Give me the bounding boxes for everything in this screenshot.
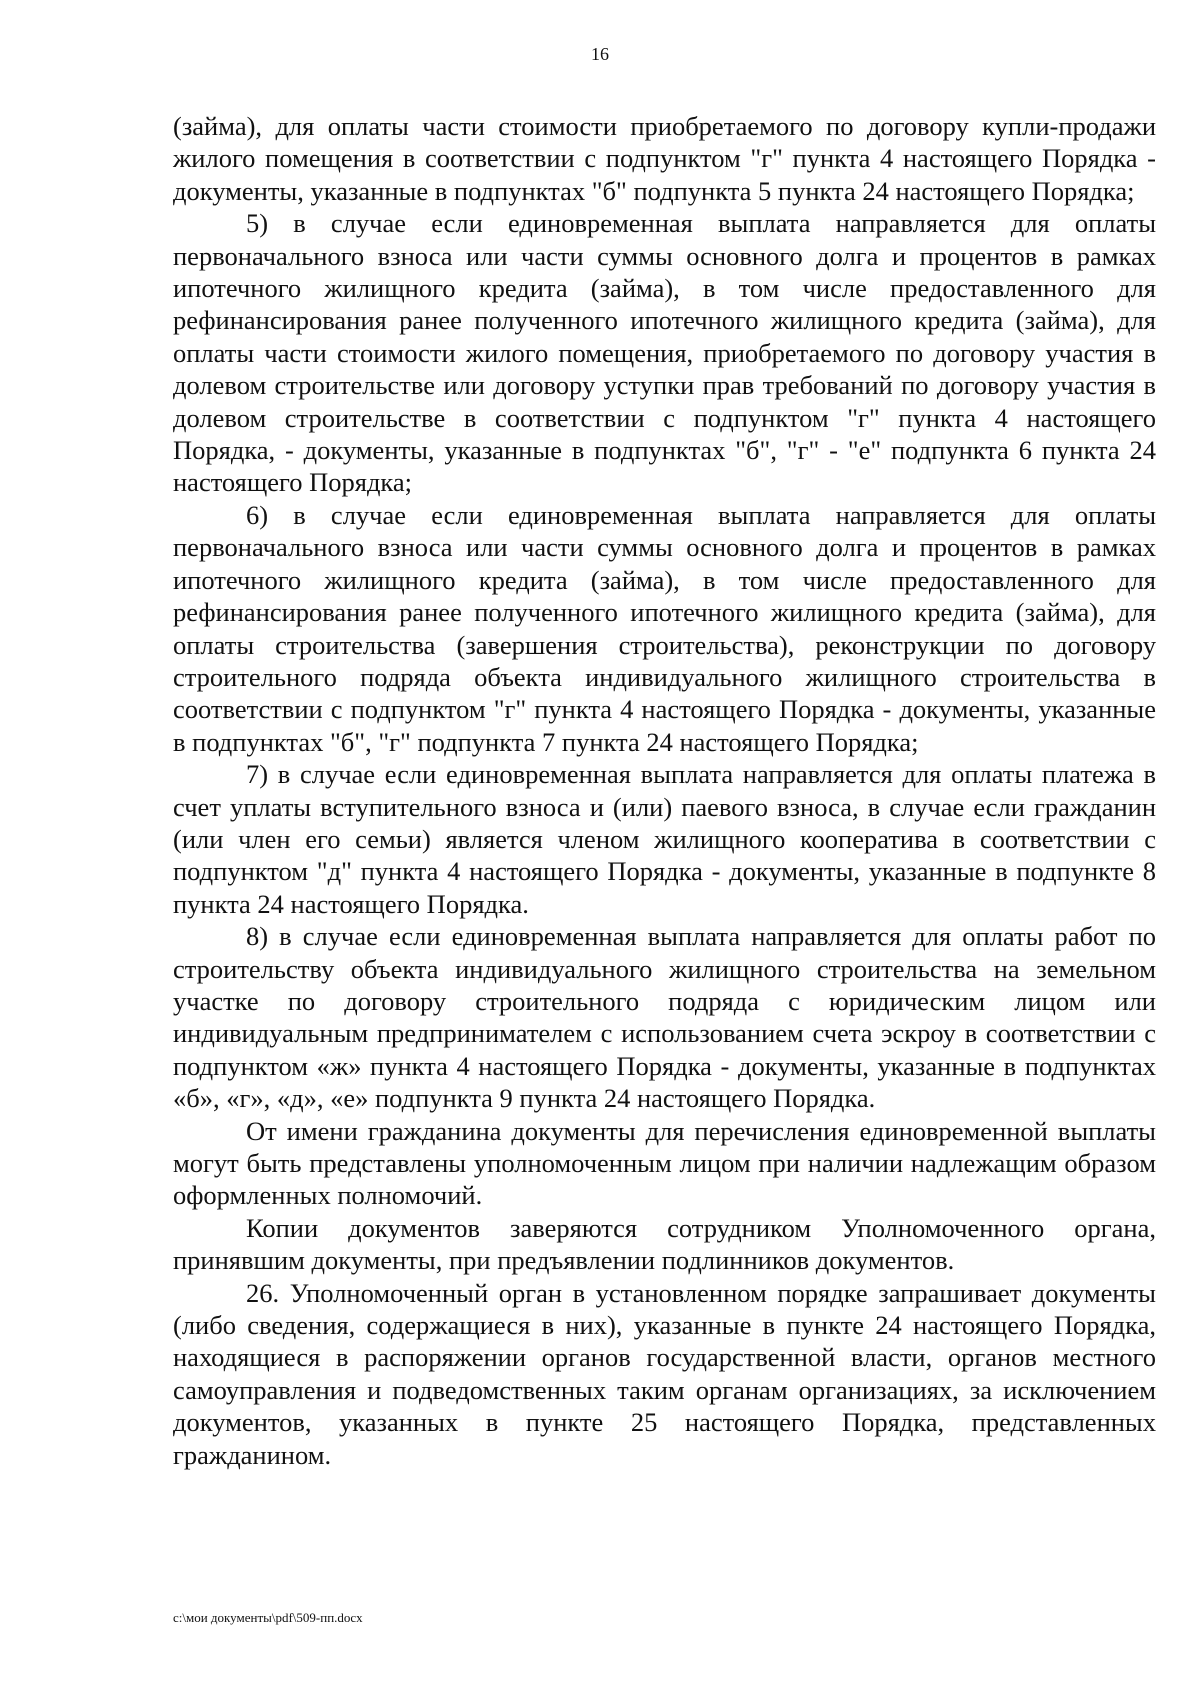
paragraph-item-26: 26. Уполномоченный орган в установленном порядке запрашивает документы (либо сведения, содержащиеся в них), указанные в пункте 24 настоящего Порядка, находящиеся в распоряжении органов государственной власти, органов местного самоуправления и подведомственных таким органам организациях, за исключением документов, указанных в пункте 25 настоящего Порядка, представленных гражданином. [173, 1277, 1156, 1470]
page-number: 16 [591, 44, 609, 64]
paragraph-item-7: 7) в случае если единовременная выплата направляется для оплаты платежа в счет уплаты вступительного взноса и (или) паевого взноса, в случае если гражданин (или член его семьи) является членом жилищного кооператива в соответствии с подпунктом "д" пункта 4 настоящего Порядка - документы, указанные в подпункте 8 пункта 24 настоящего Порядка. [173, 759, 1156, 919]
paragraph-item-5: 5) в случае если единовременная выплата направляется для оплаты первоначального взноса или части суммы основного долга и процентов в рамках ипотечного жилищного кредита (займа), в том числе предоставленного для рефинансирования ранее полученного ипотечного жилищного кредита (займа), для оплаты части стоимости жилого помещения, приобретаемого по договору участия в долевом строительстве или договору уступки прав требований по договору участия в долевом строительстве в соответствии с подпунктом "г" пункта 4 настоящего Порядка, - документы, указанные в подпунктах "б", "г" - "е" подпункта 6 пункта 24 настоящего Порядка; [173, 208, 1156, 498]
paragraph-item-8: 8) в случае если единовременная выплата направляется для оплаты работ по строительству объекта индивидуального жилищного строительства на земельном участке по договору строительного подряда с юридическим лицом или индивидуальным предпринимателем с использованием счета эскроу в соответствии с подпунктом «ж» пункта 4 настоящего Порядка - документы, указанные в подпунктах «б», «г», «д», «е» подпункта 9 пункта 24 настоящего Порядка. [173, 921, 1156, 1114]
paragraph-continuation-item-4: (займа), для оплаты части стоимости приобретаемого по договору купли-продажи жилого помещения в соответствии с подпунктом "г" пункта 4 настоящего Порядка - документы, указанные в подпунктах "б" подпункта 5 пункта 24 настоящего Порядка; [173, 111, 1156, 206]
document-body [173, 110, 1156, 1471]
paragraph-item-6: 6) в случае если единовременная выплата направляется для оплаты первоначального взноса или части суммы основного долга и процентов в рамках ипотечного жилищного кредита (займа), в том числе предоставленного для рефинансирования ранее полученного ипотечного жилищного кредита (займа), для оплаты строительства (завершения строительства), реконструкции по договору строительного подряда объекта индивидуального жилищного строительства в соответствии с подпунктом "г" пункта 4 настоящего Порядка - документы, указанные в подпунктах "б", "г" подпункта 7 пункта 24 настоящего Порядка; [173, 499, 1156, 757]
paragraph-representative: От имени гражданина документы для перечисления единовременной выплаты могут быть представлены уполномоченным лицом при наличии надлежащим образом оформленных полномочий. [173, 1115, 1156, 1211]
paragraph-copies: Копии документов заверяются сотрудником Уполномоченного органа, принявшим документы, при предъявлении подлинников документов. [173, 1212, 1156, 1276]
footer-file-path: c:\мои документы\pdf\509-пп.docx [173, 1610, 363, 1625]
